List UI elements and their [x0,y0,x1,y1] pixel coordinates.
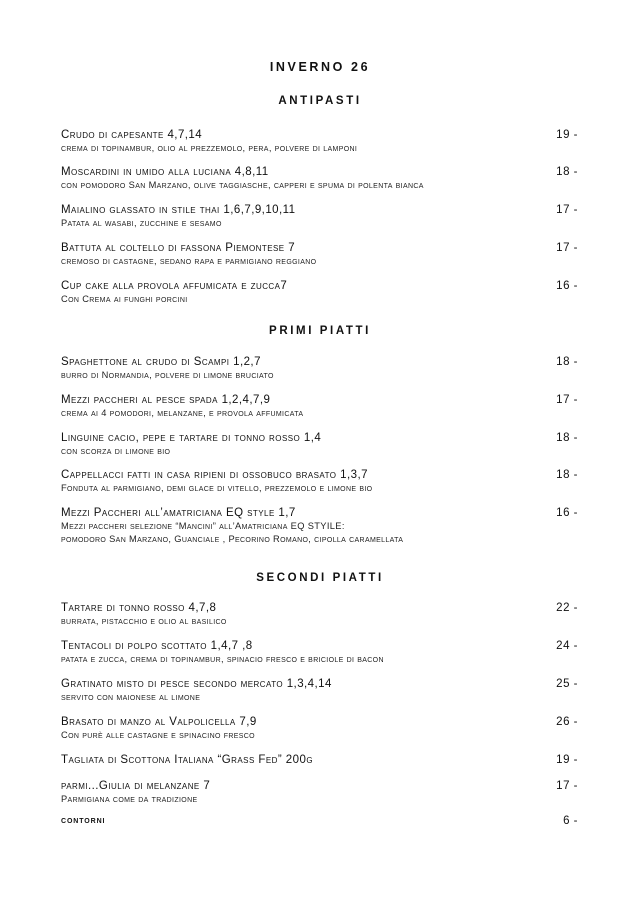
dish-price: 22 - [556,602,578,614]
dish-price: 26 - [556,716,578,728]
dish-price: 18 - [556,469,578,481]
dish-item [61,165,578,192]
dish-item [61,355,578,382]
dish-name: Crudo di capesante 4,7,14 [61,129,203,141]
section-title-primi: PRIMI PIATTI [269,325,371,337]
dish-description: cremoso di castagne, sedano rapa e parmigiano reggiano [61,256,317,266]
dish-name: Battuta al coltello di fassona Piemontese 7 [61,242,296,254]
dish-name: Tentacoli di polpo scottato 1,4,7 ,8 [61,640,253,652]
dish-description: Con purè alle castagne e spinacino fresco [61,730,255,740]
dish-price: 17 - [556,204,578,216]
dish-price: 19 - [556,754,578,766]
dish-name: Maialino glassato in stile thai 1,6,7,9,10,11 [61,204,296,216]
dish-description: Parmigiana come da tradizione [61,794,198,804]
dish-item [61,639,578,666]
dish-price: 17 - [556,242,578,254]
dish-price: 17 - [556,780,578,792]
dish-description: servito con maionese al limone [61,692,201,702]
dish-description: patata e zucca, crema di topinambur, spinacio fresco e briciole di bacon [61,654,384,664]
dish-price: 18 - [556,166,578,178]
dish-description: Con Crema ai funghi porcini [61,294,188,304]
dish-name: Moscardini in umido alla luciana 4,8,11 [61,166,269,178]
dish-name: Linguine cacio, pepe e tartare di tonno rosso 1,4 [61,432,322,444]
dish-description: Fonduta al parmigiano, demi glace di vitello, prezzemolo e limone bio [61,483,373,493]
dish-item [61,779,578,806]
dish-description: Patata al wasabi, zucchine e sesamo [61,218,222,228]
dish-name: Gratinato misto di pesce secondo mercato 1,3,4,14 [61,678,332,690]
dish-name: Cappellacci fatti in casa ripieni di ossobuco brasato 1,3,7 [61,469,368,481]
dish-price: 25 - [556,678,578,690]
dish-name: Mezzi paccheri al pesce spada 1,2,4,7,9 [61,394,271,406]
dish-item [61,506,578,545]
dish-description: burrata, pistacchio e olio al basilico [61,616,227,626]
dish-description: pomodoro San Marzano, Guanciale , Pecorino Romano, cipolla caramellata [61,533,404,544]
dish-description: crema di topinambur, olio al prezzemolo, pera, polvere di lamponi [61,143,358,153]
dish-name: parmi...Giulia di melanzane 7 [61,780,211,792]
contorni-item [61,814,578,828]
dish-name: Cup cake alla provola affumicata e zucca7 [61,280,288,292]
dish-item [61,715,578,742]
contorni-label: contorni [61,815,106,826]
dish-item [61,753,578,767]
dish-description: con pomodoro San Marzano, olive taggiasche, capperi e spuma di polenta bianca [61,180,424,190]
dish-item [61,393,578,420]
dish-name: Tagliata di Scottona Italiana “Grass Fed” 200g [61,754,314,766]
dish-price: 17 - [556,394,578,406]
dish-price: 19 - [556,129,578,141]
dish-item [61,279,578,306]
dish-price: 6 - [563,815,578,827]
dish-description: crema ai 4 pomodori, melanzane, e provola affumicata [61,408,304,418]
menu-title: INVERNO 26 [269,60,371,74]
section-title-antipasti: ANTIPASTI [278,95,362,107]
dish-price: 24 - [556,640,578,652]
dish-price: 18 - [556,356,578,368]
dish-item [61,431,578,458]
dish-name: Spaghettone al crudo di Scampi 1,2,7 [61,356,261,368]
dish-description: burro di Normandia, polvere di limone bruciato [61,370,274,380]
dish-item [61,468,578,495]
dish-description: Mezzi paccheri selezione “Mancini” all’Amatriciana EQ STYILE: [61,521,345,531]
dish-name: Mezzi Paccheri all’amatriciana EQ style 1,7 [61,507,296,519]
dish-description: con scorza di limone bio [61,446,171,456]
dish-item [61,241,578,268]
dish-price: 18 - [556,432,578,444]
dish-item [61,128,578,155]
dish-price: 16 - [556,507,578,519]
section-title-secondi: SECONDI PIATTI [256,572,384,584]
dish-name: Brasato di manzo al Valpolicella 7,9 [61,716,257,728]
dish-item [61,601,578,628]
dish-item [61,677,578,704]
dish-name: Tartare di tonno rosso 4,7,8 [61,602,217,614]
dish-price: 16 - [556,280,578,292]
dish-item [61,203,578,230]
